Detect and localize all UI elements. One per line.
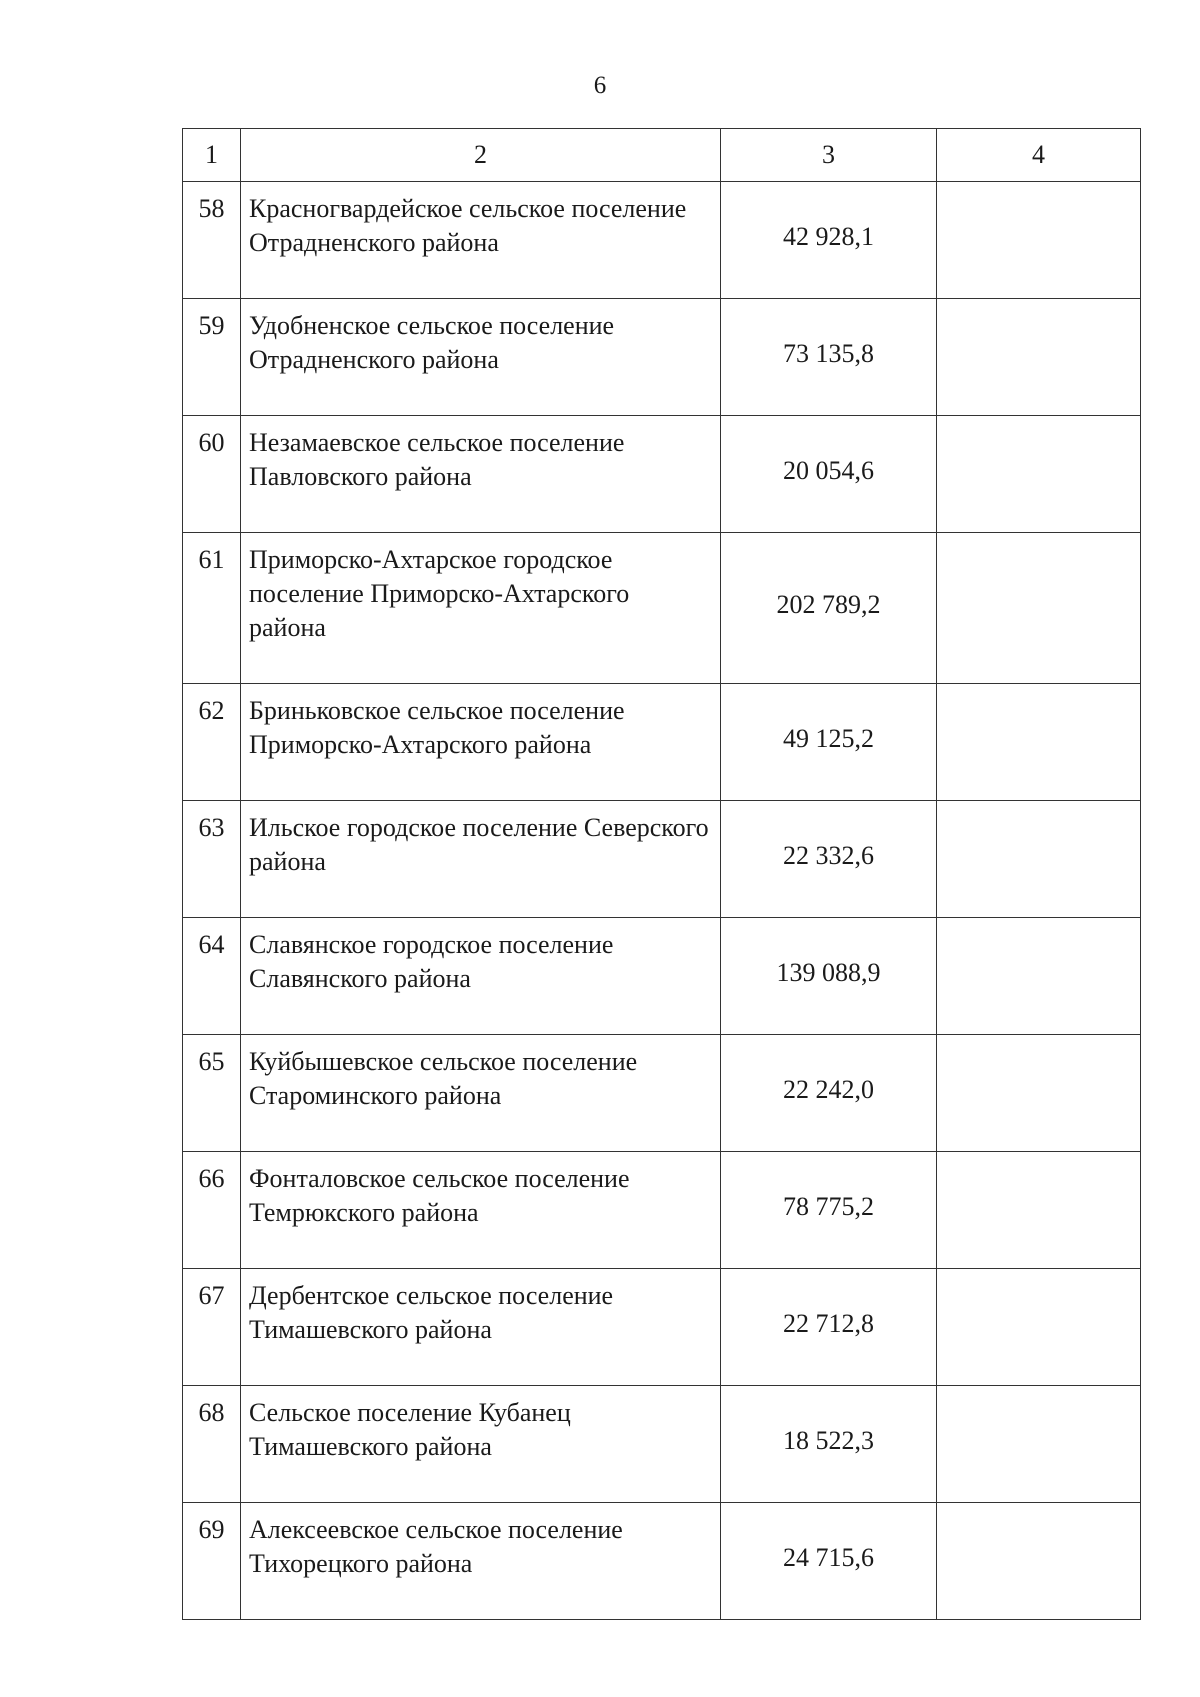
column-4-cell (937, 1503, 1141, 1620)
table-row (183, 1386, 1141, 1503)
row-number: 68 (183, 1386, 241, 1503)
amount-value: 49 125,2 (721, 684, 937, 801)
column-4-cell (937, 182, 1141, 299)
settlement-name: Куйбышевское сельское поселение Староминского района (241, 1035, 721, 1152)
table-row (183, 182, 1141, 299)
settlement-name: Славянское городское поселение Славянского района (241, 918, 721, 1035)
column-4-cell (937, 1269, 1141, 1386)
settlement-name: Фонталовское сельское поселение Темрюкского района (241, 1152, 721, 1269)
amount-value: 139 088,9 (721, 918, 937, 1035)
column-4-cell (937, 918, 1141, 1035)
row-number: 64 (183, 918, 241, 1035)
row-number: 66 (183, 1152, 241, 1269)
column-header-4: 4 (937, 129, 1141, 182)
settlement-name: Приморско-Ахтарское городское поселение Приморско-Ахтарского района (241, 533, 721, 684)
table-row (183, 684, 1141, 801)
row-number: 60 (183, 416, 241, 533)
amount-value: 20 054,6 (721, 416, 937, 533)
column-4-cell (937, 684, 1141, 801)
column-4-cell (937, 1386, 1141, 1503)
column-header-2: 2 (241, 129, 721, 182)
amount-value: 202 789,2 (721, 533, 937, 684)
row-number: 65 (183, 1035, 241, 1152)
row-number: 61 (183, 533, 241, 684)
budget-table (182, 128, 1141, 1620)
column-4-cell (937, 1152, 1141, 1269)
settlement-name: Сельское поселение Кубанец Тимашевского района (241, 1386, 721, 1503)
settlement-name: Красногвардейское сельское поселение Отрадненского района (241, 182, 721, 299)
row-number: 67 (183, 1269, 241, 1386)
amount-value: 73 135,8 (721, 299, 937, 416)
column-header-3: 3 (721, 129, 937, 182)
table-row (183, 1035, 1141, 1152)
amount-value: 22 242,0 (721, 1035, 937, 1152)
row-number: 59 (183, 299, 241, 416)
row-number: 69 (183, 1503, 241, 1620)
settlement-name: Незамаевское сельское поселение Павловского района (241, 416, 721, 533)
amount-value: 22 332,6 (721, 801, 937, 918)
column-4-cell (937, 299, 1141, 416)
table-row (183, 1152, 1141, 1269)
column-4-cell (937, 801, 1141, 918)
table-row (183, 801, 1141, 918)
settlement-name: Удобненское сельское поселение Отрадненского района (241, 299, 721, 416)
table-row (183, 299, 1141, 416)
column-4-cell (937, 416, 1141, 533)
table-header-row (183, 129, 1141, 182)
row-number: 62 (183, 684, 241, 801)
page-number: 6 (593, 72, 607, 99)
amount-value: 22 712,8 (721, 1269, 937, 1386)
table-row (183, 533, 1141, 684)
table-row (183, 416, 1141, 533)
row-number: 63 (183, 801, 241, 918)
table-row (183, 918, 1141, 1035)
column-header-1: 1 (183, 129, 241, 182)
settlement-name: Ильское городское поселение Северского района (241, 801, 721, 918)
amount-value: 18 522,3 (721, 1386, 937, 1503)
table-row (183, 1269, 1141, 1386)
settlement-name: Дербентское сельское поселение Тимашевского района (241, 1269, 721, 1386)
table-row (183, 1503, 1141, 1620)
amount-value: 24 715,6 (721, 1503, 937, 1620)
settlement-name: Бриньковское сельское поселение Приморско-Ахтарского района (241, 684, 721, 801)
settlement-name: Алексеевское сельское поселение Тихорецкого района (241, 1503, 721, 1620)
amount-value: 78 775,2 (721, 1152, 937, 1269)
column-4-cell (937, 1035, 1141, 1152)
amount-value: 42 928,1 (721, 182, 937, 299)
column-4-cell (937, 533, 1141, 684)
row-number: 58 (183, 182, 241, 299)
